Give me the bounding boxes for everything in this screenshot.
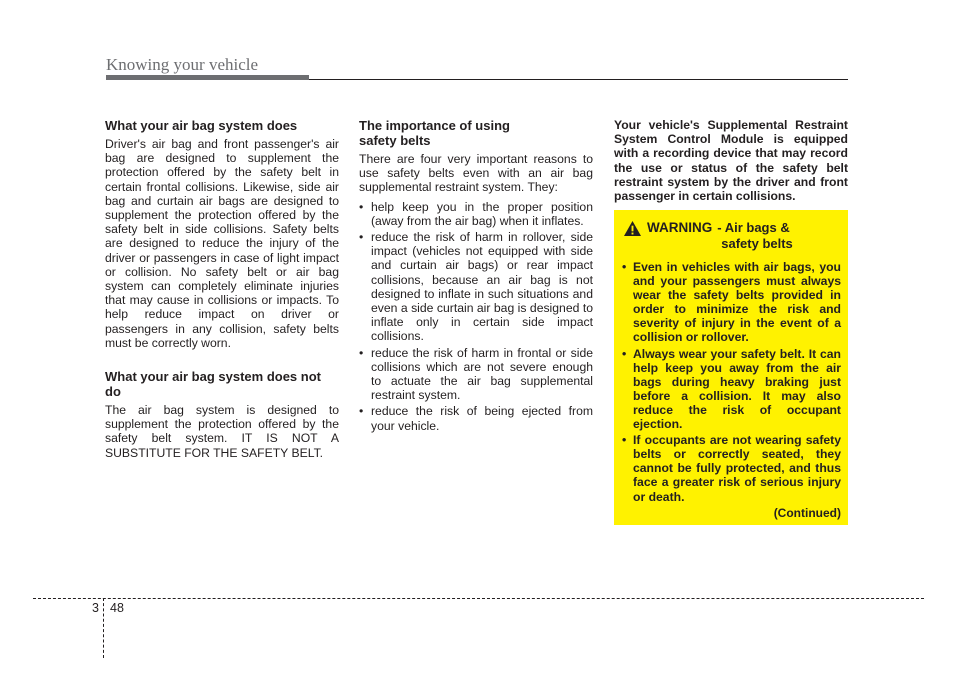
section-heading-importance-safety-belts: The importance of using safety belts (359, 118, 510, 148)
section-body-what-air-bag-does-not-do: The air bag system is designed to supplement the protection offered by the safety belt system. IT IS NOT A SUBSTITUTE FOR THE SAFETY BELT. (105, 403, 339, 460)
continued-label: (Continued) (773, 505, 841, 520)
list-item: • Even in vehicles with air bags, you and your passengers must always wear the safety belts provided in order to minimize the risk and severity of injury in the event of a collision or rollover. (621, 260, 841, 345)
section-heading-what-air-bag-does-not-do: What your air bag system does not do (105, 369, 321, 400)
section-intro-importance-safety-belts: There are four very important reasons to use safety belts even with an air bag supplemental restraint system. They: (359, 152, 593, 195)
warning-label: WARNING (647, 220, 713, 235)
header-rule-thin (309, 79, 848, 80)
list-item: • reduce the risk of harm in rollover, side impact (vehicles not equipped with side and curtain air bags) or rear impact collisions, because an air bag is not designed to inflate in such situations and even a side curtain air bag is designed to inflate only in certain side impact collisions. (359, 230, 593, 344)
list-item: • If occupants are not wearing safety belts or correctly seated, they cannot be fully protected, and thus face a greater risk of serious injury or death. (621, 433, 841, 503)
column-left (105, 118, 339, 460)
warning-subtitle-line1: - Air bags & (717, 220, 790, 235)
page-number: 48 (110, 601, 124, 615)
header-rule-thick (106, 75, 309, 80)
section-body-what-air-bag-does: Driver's air bag and front passenger's air bag are designed to supplement the protection offered by the safety belt in certain frontal collisions. Likewise, side air bag and curtain air bags are designed to supplement the protection offered by the safety belt in side collisions. Safety belts are designed to reduce the injury of the driver or passengers in case of light impact or collision. No safety belt or air bag system can completely eliminate injuries that may cause in collisions or impacts. To help reduce impact on driver or passengers in any collision, safety belts must be correctly worn. (105, 137, 339, 350)
warning-heading (623, 220, 841, 252)
chapter-number: 3 (92, 601, 99, 615)
recording-device-notice: Your vehicle's Supplemental Restraint System Control Module is equipped with a recording device that may record the use or status of the safety belt restraint system by the driver and front passenger in certain collisions. (614, 118, 848, 204)
warning-subtitle (717, 220, 793, 252)
list-item: • reduce the risk of being ejected from your vehicle. (359, 404, 593, 432)
list-item: • Always wear your safety belt. It can help keep you away from the air bags during heavy braking just before a collision. It may also reduce the risk of occupant ejection. (621, 347, 841, 432)
warning-list (621, 260, 841, 504)
reasons-list (359, 200, 593, 433)
column-middle (359, 118, 593, 435)
footer-vertical-dashed-rule (103, 598, 104, 658)
footer-dashed-rule (33, 598, 924, 599)
list-item: • help keep you in the proper position (away from the air bag) when it inflates. (359, 200, 593, 228)
column-right (614, 118, 848, 203)
warning-triangle-icon (623, 220, 642, 237)
list-item: • reduce the risk of harm in frontal or side collisions which are not severe enough to actuate the air bag supplemental restraint system. (359, 346, 593, 403)
section-heading-what-air-bag-does: What your air bag system does (105, 118, 298, 133)
page-header-title: Knowing your vehicle (106, 55, 259, 74)
warning-subtitle-line2: safety belts (721, 236, 793, 251)
warning-box (614, 210, 848, 525)
